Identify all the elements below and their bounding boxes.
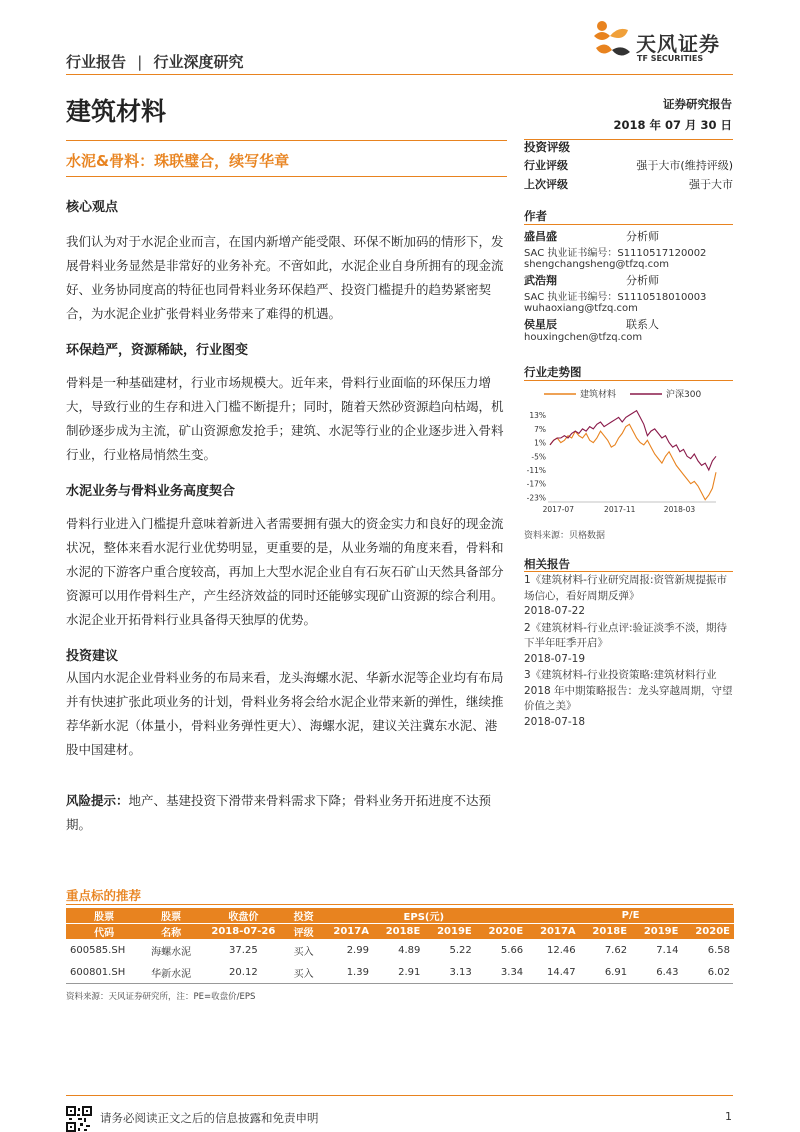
related-title: 2《建筑材料-行业点评:验证淡季不淡，期待下半年旺季开启》 [524, 621, 728, 649]
legend-label-industry: 建筑材料 [580, 390, 617, 400]
column-header: 2018E [580, 924, 631, 940]
table-cell: 20.12 [229, 966, 258, 978]
author-email[interactable]: houxingchen@tfzq.com [524, 332, 643, 343]
table-cell: 2.91 [398, 966, 421, 978]
related-list [524, 573, 733, 730]
column-header: 2017A [527, 924, 580, 940]
rating-value: 强于大市(维持评级) [636, 159, 733, 172]
author-cert: SAC 执业证书编号：S1110517120002 [524, 248, 707, 259]
table-cell: 6.58 [707, 944, 730, 956]
x-axis [543, 505, 696, 514]
footer-rule [66, 1095, 733, 1096]
related-heading: 相关报告 [524, 557, 570, 571]
header-rule [66, 74, 733, 75]
related-date: 2018-07-18 [524, 715, 586, 728]
report-category: 行业报告 [66, 53, 127, 71]
core-paragraph: 我们认为对于水泥企业而言，在国内新增产能受限、环保不断加码的情形下，发展骨料业务显然是非常好的业务补充。不啻如此，水泥企业自身所拥有的现金流好、业务协同度高的特征也同骨料业务环保趋严、投资门槛提升的趋势紧密契合，为水泥企业扩张骨料业务带来了难得的机遇。 [66, 234, 504, 321]
column-header: 2018-07-26 [200, 924, 287, 940]
y-tick-label: -23% [526, 493, 546, 503]
column-header: EPS(元) [320, 908, 527, 924]
trend-heading: 行业走势图 [524, 365, 582, 379]
key-table-source: 资料来源：天风证券研究所，注：PE=收盘价/EPS [66, 992, 256, 1002]
x-tick-label: 2018-03 [663, 505, 696, 514]
table-cell: 海螺水泥 [151, 946, 192, 958]
column-header: 投资 [287, 908, 321, 924]
headline: 水泥&骨料：珠联璧合，续写华章 [66, 152, 290, 170]
authors-rule [524, 224, 733, 225]
table-cell: 买入 [293, 946, 314, 958]
table-cell: 12.46 [547, 944, 576, 956]
related-date: 2018-07-19 [524, 652, 586, 665]
invest-heading: 投资建议 [66, 649, 119, 664]
table-cell: 1.39 [346, 966, 369, 978]
y-tick-label: 13% [529, 411, 546, 421]
sector-title: 建筑材料 [66, 97, 167, 126]
column-header: 2017A [320, 924, 373, 940]
y-tick-label: 7% [534, 424, 546, 434]
table-row [66, 961, 734, 983]
qr-code-icon [66, 1106, 92, 1132]
core-heading: 核心观点 [66, 200, 119, 215]
rating-label: 行业评级 [524, 159, 568, 172]
author-name: 武浩翔 [524, 274, 557, 287]
rating-label: 上次评级 [524, 178, 568, 191]
x-tick-label: 2017-11 [604, 505, 636, 514]
risk-paragraph [66, 789, 506, 837]
table-cell: 6.91 [604, 966, 628, 978]
series-line-建筑材料 [550, 424, 716, 499]
env-paragraph: 骨料是一种基础建材，行业市场规模大。近年来，骨料行业面临的环保压力增大，导致行业的生存和进入门槛不断提升；同时，随着天然砂资源趋向枯竭，机制砂逐步成为主流，矿山资源愈发抢手；建筑、水泥等行业的企业逐步进入骨料行业，行业格局悄然生变。 [66, 375, 504, 462]
trend-rule [524, 380, 733, 381]
author-email[interactable]: wuhaoxiang@tfzq.com [524, 303, 638, 314]
page-number: 1 [725, 1110, 732, 1123]
table-row [66, 939, 734, 961]
author-name: 侯星辰 [524, 318, 557, 331]
fit-heading: 水泥业务与骨料业务高度契合 [66, 484, 236, 499]
column-header: 股票 [142, 908, 200, 924]
risk-text: 地产、基建投资下滑带来骨料需求下降；骨料业务开拓进度不达预期。 [66, 793, 492, 832]
author-role: 联系人 [626, 318, 659, 331]
table-bottom-rule [66, 983, 733, 984]
trend-chart-svg [520, 384, 733, 514]
column-header: P/E [527, 908, 734, 924]
report-date: 2018 年 07 月 30 日 [613, 118, 732, 132]
table-cell: 5.22 [449, 944, 472, 956]
table-header-row [66, 924, 734, 940]
column-header: 股票 [66, 908, 142, 924]
column-header: 评级 [287, 924, 321, 940]
report-type: 证券研究报告 [663, 97, 732, 111]
key-table-rule [66, 904, 733, 905]
logo-mark-icon [588, 18, 634, 66]
column-header: 代码 [66, 924, 142, 940]
key-table-heading: 重点标的推荐 [66, 888, 142, 903]
table-cell: 2.99 [346, 944, 369, 956]
header-separator: | [137, 53, 143, 71]
column-header: 2020E [476, 924, 527, 940]
author-email[interactable]: shengchangsheng@tfzq.com [524, 259, 669, 270]
y-axis [527, 411, 546, 502]
authors-heading: 作者 [524, 209, 547, 223]
table-cell: 37.25 [229, 944, 258, 956]
author-name: 盛昌盛 [524, 230, 557, 243]
logo-subtext: TF SECURITIES [637, 54, 704, 63]
header-category [66, 51, 244, 72]
list-item[interactable] [524, 621, 733, 668]
headline-rule [66, 176, 507, 177]
column-header: 名称 [142, 924, 200, 940]
column-header: 2018E [373, 924, 424, 940]
column-header: 2019E [424, 924, 475, 940]
table-cell: 6.02 [707, 966, 730, 978]
table-cell: 600585.SH [70, 944, 126, 956]
y-tick-label: -17% [526, 479, 546, 489]
legend-label-index: 沪深300 [666, 390, 702, 400]
invest-paragraph: 从国内水泥企业骨料业务的布局来看，龙头海螺水泥、华新水泥等企业均有布局并有快速扩张此项业务的计划，骨料业务将会给水泥企业带来新的弹性，继续推荐华新水泥（体量小，骨料业务弹性更大）、海螺水泥，建议关注冀东水泥、港股中国建材。 [66, 670, 504, 757]
fit-paragraph: 骨料行业进入门槛提升意味着新进入者需要拥有强大的资金实力和良好的现金流状况，整体来看水泥行业优势明显，更重要的是，从业务端的角度来看，骨料和水泥的下游客户重合度较高，再加上大型水泥企业自有石灰石矿山天然具备部分资源可以用作骨料生产，产生经济效益的同时还能够实现矿山资源的综合利用。水泥企业开拓骨料行业具备得天独厚的优势。 [66, 516, 504, 627]
table-header-row [66, 908, 734, 924]
risk-label: 风险提示： [66, 793, 129, 808]
report-subcategory: 行业深度研究 [153, 53, 244, 71]
rating-value: 强于大市 [689, 178, 733, 191]
title-rule [66, 140, 507, 141]
column-header: 2019E [631, 924, 682, 940]
y-tick-label: -11% [526, 466, 546, 475]
x-tick-label: 2017-07 [542, 505, 574, 514]
table-cell: 600801.SH [70, 966, 126, 978]
env-heading: 环保趋严，资源稀缺，行业图变 [66, 343, 249, 358]
author-block [524, 228, 733, 274]
chart-series [550, 411, 716, 500]
related-title: 3《建筑材料-行业投资策略:建筑材料行业 2018 年中期策略报告：龙头穿越周期，守望价值之美》 [524, 669, 733, 712]
table-cell: 6.43 [656, 966, 679, 978]
rating-row [524, 157, 733, 173]
author-block [524, 316, 733, 347]
author-block [524, 272, 733, 318]
y-tick-label: -5% [531, 452, 546, 462]
logo-text: 天风证券 [636, 32, 720, 56]
list-item[interactable] [524, 573, 733, 620]
author-role: 分析师 [626, 274, 659, 287]
related-date: 2018-07-22 [524, 605, 586, 617]
trend-source: 资料来源：贝格数据 [524, 531, 606, 541]
rating-row [524, 176, 733, 192]
column-header: 2020E [682, 924, 734, 940]
table-cell: 3.13 [449, 966, 472, 978]
rating-heading: 投资评级 [524, 140, 570, 154]
table-cell: 7.62 [604, 944, 628, 956]
key-stocks-table [66, 908, 734, 983]
table-cell: 3.34 [500, 966, 524, 978]
trend-chart [520, 384, 733, 514]
related-title: 1《建筑材料-行业研究周报:资管新规提振市场信心，看好周期反弹》 [524, 574, 728, 602]
table-cell: 4.89 [398, 944, 421, 956]
y-tick-label: 1% [534, 438, 546, 448]
list-item[interactable] [524, 668, 733, 730]
footer-disclaimer[interactable]: 请务必阅读正文之后的信息披露和免责申明 [100, 1111, 319, 1125]
table-cell: 7.14 [656, 944, 679, 956]
author-cert: SAC 执业证书编号：S1110518010003 [524, 292, 707, 303]
table-cell: 14.47 [547, 966, 576, 978]
table-cell: 5.66 [500, 944, 524, 956]
column-header: 收盘价 [200, 908, 287, 924]
series-line-沪深300 [550, 411, 716, 470]
author-role: 分析师 [626, 230, 659, 243]
table-cell: 买入 [293, 968, 314, 980]
company-logo [588, 18, 738, 68]
table-cell: 华新水泥 [151, 968, 192, 980]
